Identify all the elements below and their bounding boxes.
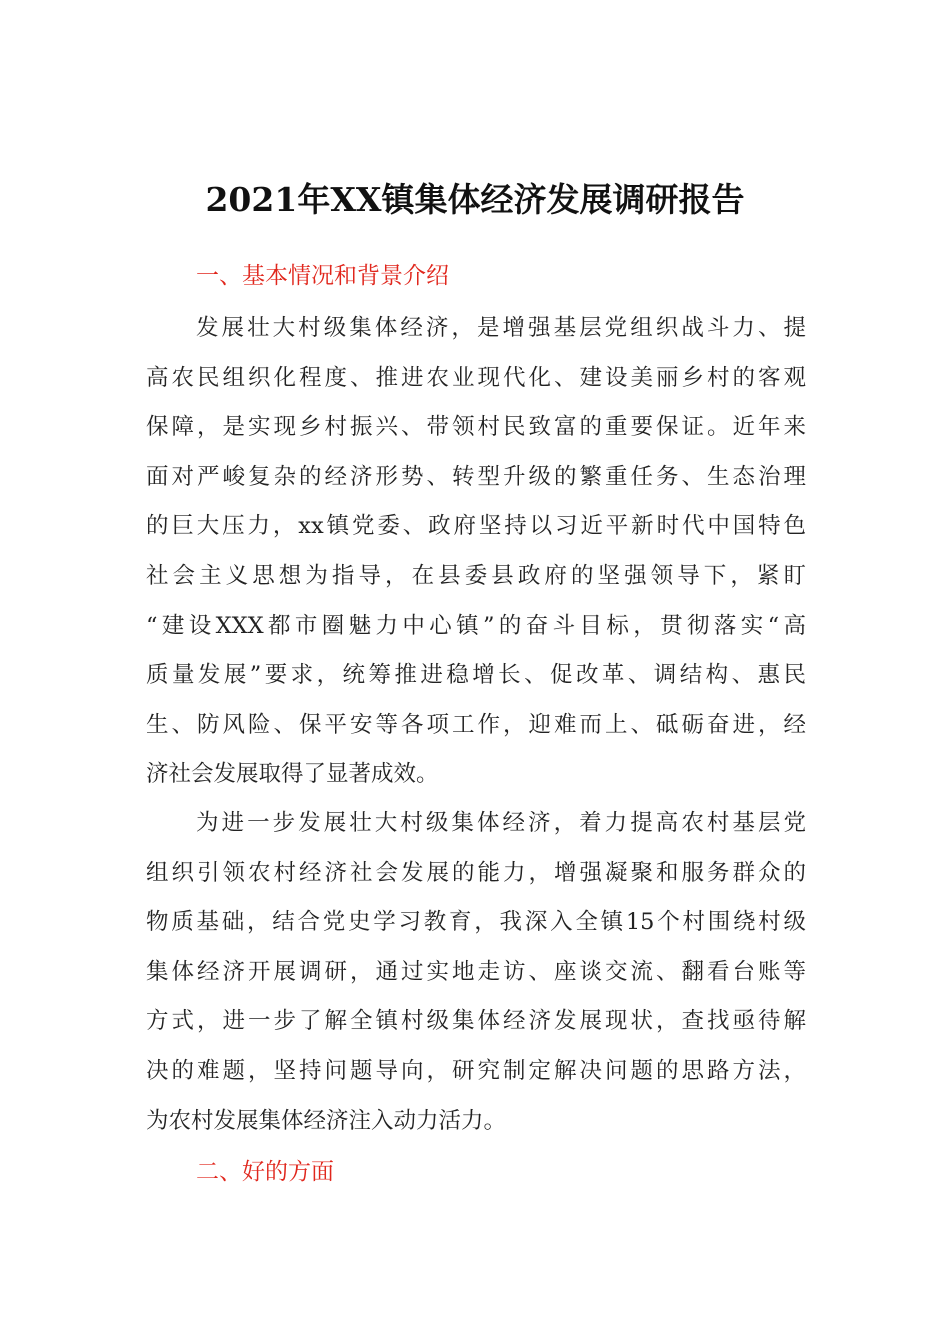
paragraph-line: 保障，是实现乡村振兴、带领村民致富的重要保证。近年来: [146, 414, 806, 441]
paragraph-line: 济社会发展取得了显著成效。: [146, 761, 439, 788]
paragraph-line: 社会主义思想为指导，在县委县政府的坚强领导下，紧盯: [146, 562, 806, 589]
paragraph-line: 物质基础，结合党史学习教育，我深入全镇15个村围绕村级: [146, 909, 806, 936]
paragraph-line: 为进一步发展壮大村级集体经济，着力提高农村基层党: [196, 810, 806, 836]
paragraph-line: 的巨大压力，xx镇党委、政府坚持以习近平新时代中国特色: [146, 513, 806, 540]
paragraph-line: “建设XXX都市圈魅力中心镇”的奋斗目标，贯彻落实“高: [146, 612, 806, 639]
paragraph-research: [146, 799, 806, 1146]
paragraph-line: 发展壮大村级集体经济，是增强基层党组织战斗力、提: [196, 315, 806, 341]
paragraph-line: 决的难题，坚持问题导向，研究制定解决问题的思路方法，: [146, 1057, 806, 1084]
paragraph-line: 方式，进一步了解全镇村级集体经济发展现状，查找亟待解: [146, 1008, 806, 1035]
section-heading-background: 一、基本情况和背景介绍: [196, 263, 449, 289]
document-title: 2021年XX镇集体经济发展调研报告: [205, 180, 745, 219]
section-heading-strengths: 二、好的方面: [196, 1159, 334, 1185]
paragraph-line: 高农民组织化程度、推进农业现代化、建设美丽乡村的客观: [146, 364, 806, 391]
paragraph-line: 为农村发展集体经济注入动力活力。: [146, 1107, 507, 1134]
paragraph-line: 质量发展”要求，统筹推进稳增长、促改革、调结构、惠民: [146, 662, 806, 689]
paragraph-line: 组织引领农村经济社会发展的能力，增强凝聚和服务群众的: [146, 859, 806, 886]
paragraph-line: 集体经济开展调研，通过实地走访、座谈交流、翻看台账等: [146, 958, 806, 985]
paragraph-line: 面对严峻复杂的经济形势、转型升级的繁重任务、生态治理: [146, 463, 806, 490]
paragraph-intro: [146, 304, 806, 800]
paragraph-line: 生、防风险、保平安等各项工作，迎难而上、砥砺奋进，经: [146, 711, 806, 738]
